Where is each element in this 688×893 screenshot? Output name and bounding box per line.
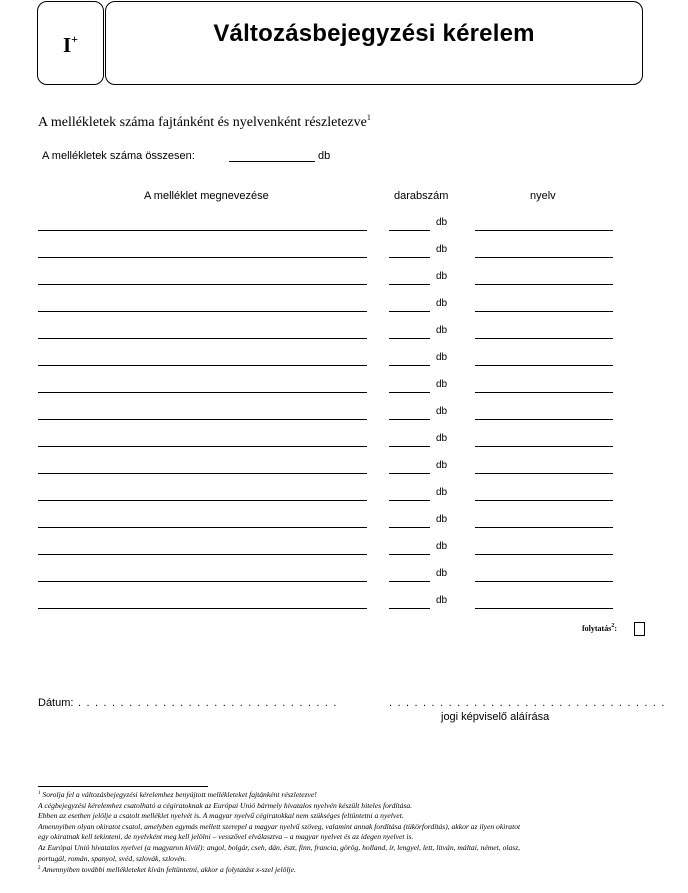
column-header-language: nyelv [530, 190, 556, 202]
signature-field[interactable]: . . . . . . . . . . . . . . . . . . . . . . . . . . . . . . . . . [389, 697, 666, 709]
attachment-language-field[interactable] [475, 365, 613, 366]
attachment-count-unit: db [436, 487, 448, 498]
attachment-count-field[interactable] [389, 581, 430, 582]
attachment-row [0, 403, 688, 423]
attachment-count-unit: db [436, 433, 448, 444]
attachment-row [0, 565, 688, 585]
attachment-count-field[interactable] [389, 311, 430, 312]
page-title: Változásbejegyzési kérelem [213, 20, 535, 47]
continuation-colon: : [614, 624, 617, 633]
total-label: A mellékletek száma összesen: [42, 150, 195, 162]
attachment-count-unit: db [436, 406, 448, 417]
attachment-count-unit: db [436, 568, 448, 579]
attachment-row [0, 295, 688, 315]
form-code-box [37, 1, 104, 85]
attachment-count-field[interactable] [389, 392, 430, 393]
attachment-language-field[interactable] [475, 527, 613, 528]
attachment-row [0, 268, 688, 288]
attachment-name-field[interactable] [38, 473, 367, 474]
footnote-1-line-4: Amennyiben olyan okiratot csatol, amelyben egymás mellett szerepel a magyar nyelvű szöveg, valamint annak fordítása (tükörfordítás), akkor az ilyen okiratot [38, 821, 521, 831]
attachment-language-field[interactable] [475, 419, 613, 420]
attachment-row [0, 349, 688, 369]
form-code [38, 32, 103, 58]
attachment-language-field[interactable] [475, 446, 613, 447]
attachment-count-field[interactable] [389, 338, 430, 339]
total-unit: db [318, 150, 331, 162]
attachment-count-unit: db [436, 595, 448, 606]
attachment-language-field[interactable] [475, 338, 613, 339]
signature-label: jogi képviselő aláírása [441, 711, 550, 723]
attachment-row [0, 322, 688, 342]
attachment-count-field[interactable] [389, 230, 430, 231]
attachment-count-field[interactable] [389, 608, 430, 609]
attachment-count-field[interactable] [389, 554, 430, 555]
attachment-name-field[interactable] [38, 338, 367, 339]
attachment-name-field[interactable] [38, 554, 367, 555]
attachment-count-unit: db [436, 298, 448, 309]
attachment-name-field[interactable] [38, 365, 367, 366]
attachment-row [0, 592, 688, 612]
attachments-heading-text: A mellékletek száma fajtánként és nyelvenként részletezve [38, 115, 367, 130]
attachment-count-unit: db [436, 325, 448, 336]
footnote-1-line-7: portugál, román, spanyol, svéd, szlovák, szlovén. [38, 853, 187, 863]
attachment-language-field[interactable] [475, 554, 613, 555]
attachment-name-field[interactable] [38, 500, 367, 501]
continuation-text: folytatás [582, 624, 612, 633]
attachment-row [0, 484, 688, 504]
footnote-ref-1: 1 [366, 113, 371, 122]
footnote-2-text: Amennyiben további mellékleteket kíván feltüntetni, akkor a folytatást x-szel jelölje. [42, 865, 296, 875]
attachment-name-field[interactable] [38, 311, 367, 312]
attachment-language-field[interactable] [475, 500, 613, 501]
attachment-name-field[interactable] [38, 446, 367, 447]
attachment-count-field[interactable] [389, 365, 430, 366]
attachment-count-unit: db [436, 271, 448, 282]
continuation-checkbox[interactable] [634, 622, 645, 636]
attachment-count-field[interactable] [389, 446, 430, 447]
attachment-language-field[interactable] [475, 257, 613, 258]
attachment-language-field[interactable] [475, 473, 613, 474]
attachment-count-field[interactable] [389, 500, 430, 501]
footnote-1-line-5: egy okiratnak kell tekinteni, de nyelvként meg kell jelölni – vesszővel elválasztva – a magyar nyelvet és az idegen nyelvet is. [38, 832, 414, 842]
footnote-1-text: Sorolja fel a változásbejegyzési kérelemhez benyújtott mellékleteket fajtánként részletezve! [42, 790, 317, 799]
attachment-name-field[interactable] [38, 419, 367, 420]
attachment-count-field[interactable] [389, 257, 430, 258]
attachment-row [0, 241, 688, 261]
title-box [105, 1, 643, 85]
attachment-count-field[interactable] [389, 473, 430, 474]
footnote-1-line-6: Az Európai Unió hivatalos nyelvei (a magyaron kívül): angol, bolgár, cseh, dán, észt, finn, francia, görög, holland, ír, lengyel, lett, litván, máltai, német, olasz, [38, 842, 521, 852]
footnote-1-marker: 1 [38, 791, 41, 796]
attachment-language-field[interactable] [475, 392, 613, 393]
attachment-row [0, 538, 688, 558]
attachment-language-field[interactable] [475, 284, 613, 285]
attachment-name-field[interactable] [38, 284, 367, 285]
footnote-1-line-1 [38, 789, 678, 801]
footnote-ref-2: 2 [611, 623, 615, 629]
attachment-count-unit: db [436, 541, 448, 552]
attachment-name-field[interactable] [38, 257, 367, 258]
attachment-row [0, 511, 688, 531]
attachment-language-field[interactable] [475, 581, 613, 582]
attachment-language-field[interactable] [475, 230, 613, 231]
attachment-row [0, 214, 688, 234]
form-code-sup: + [71, 32, 79, 46]
attachment-name-field[interactable] [38, 527, 367, 528]
form-code-letter: I [62, 33, 72, 57]
footnote-1-line-3: Ebben az esetben jelölje a csatolt melléklet nyelvét is. A magyar nyelvű cégiratokkal nem szükséges feltüntetni a nyelvet. [38, 811, 404, 821]
date-label: Dátum: [38, 697, 74, 709]
attachment-count-field[interactable] [389, 419, 430, 420]
attachment-row [0, 457, 688, 477]
attachment-count-unit: db [436, 514, 448, 525]
attachment-language-field[interactable] [475, 311, 613, 312]
footnote-1-line-2: A cégbejegyzési kérelemhez csatolható a cégiratoknak az Európai Unió bármely hivatalos nyelvén készült hiteles fordítása. [38, 800, 413, 810]
attachment-language-field[interactable] [475, 608, 613, 609]
date-field[interactable]: . . . . . . . . . . . . . . . . . . . . . . . . . . . . . . . [78, 697, 338, 709]
attachment-row [0, 430, 688, 450]
attachment-count-field[interactable] [389, 527, 430, 528]
attachment-count-unit: db [436, 379, 448, 390]
attachment-name-field[interactable] [38, 230, 367, 231]
attachment-count-unit: db [436, 217, 448, 228]
footnote-2-line-1 [38, 864, 678, 876]
footnote-2-marker: 2 [38, 866, 41, 872]
attachment-row [0, 376, 688, 396]
total-count-field[interactable] [229, 161, 315, 162]
attachment-name-field[interactable] [38, 581, 367, 582]
attachment-count-unit: db [436, 244, 448, 255]
footnotes [38, 789, 678, 876]
attachments-heading [38, 113, 371, 131]
attachment-count-unit: db [436, 352, 448, 363]
attachment-name-field[interactable] [38, 608, 367, 609]
attachment-count-field[interactable] [389, 284, 430, 285]
footnote-rule [38, 786, 208, 787]
attachment-count-unit: db [436, 460, 448, 471]
continuation-label [582, 623, 617, 633]
column-header-count: darabszám [394, 190, 449, 202]
column-header-name: A melléklet megnevezése [144, 190, 269, 202]
attachment-name-field[interactable] [38, 392, 367, 393]
